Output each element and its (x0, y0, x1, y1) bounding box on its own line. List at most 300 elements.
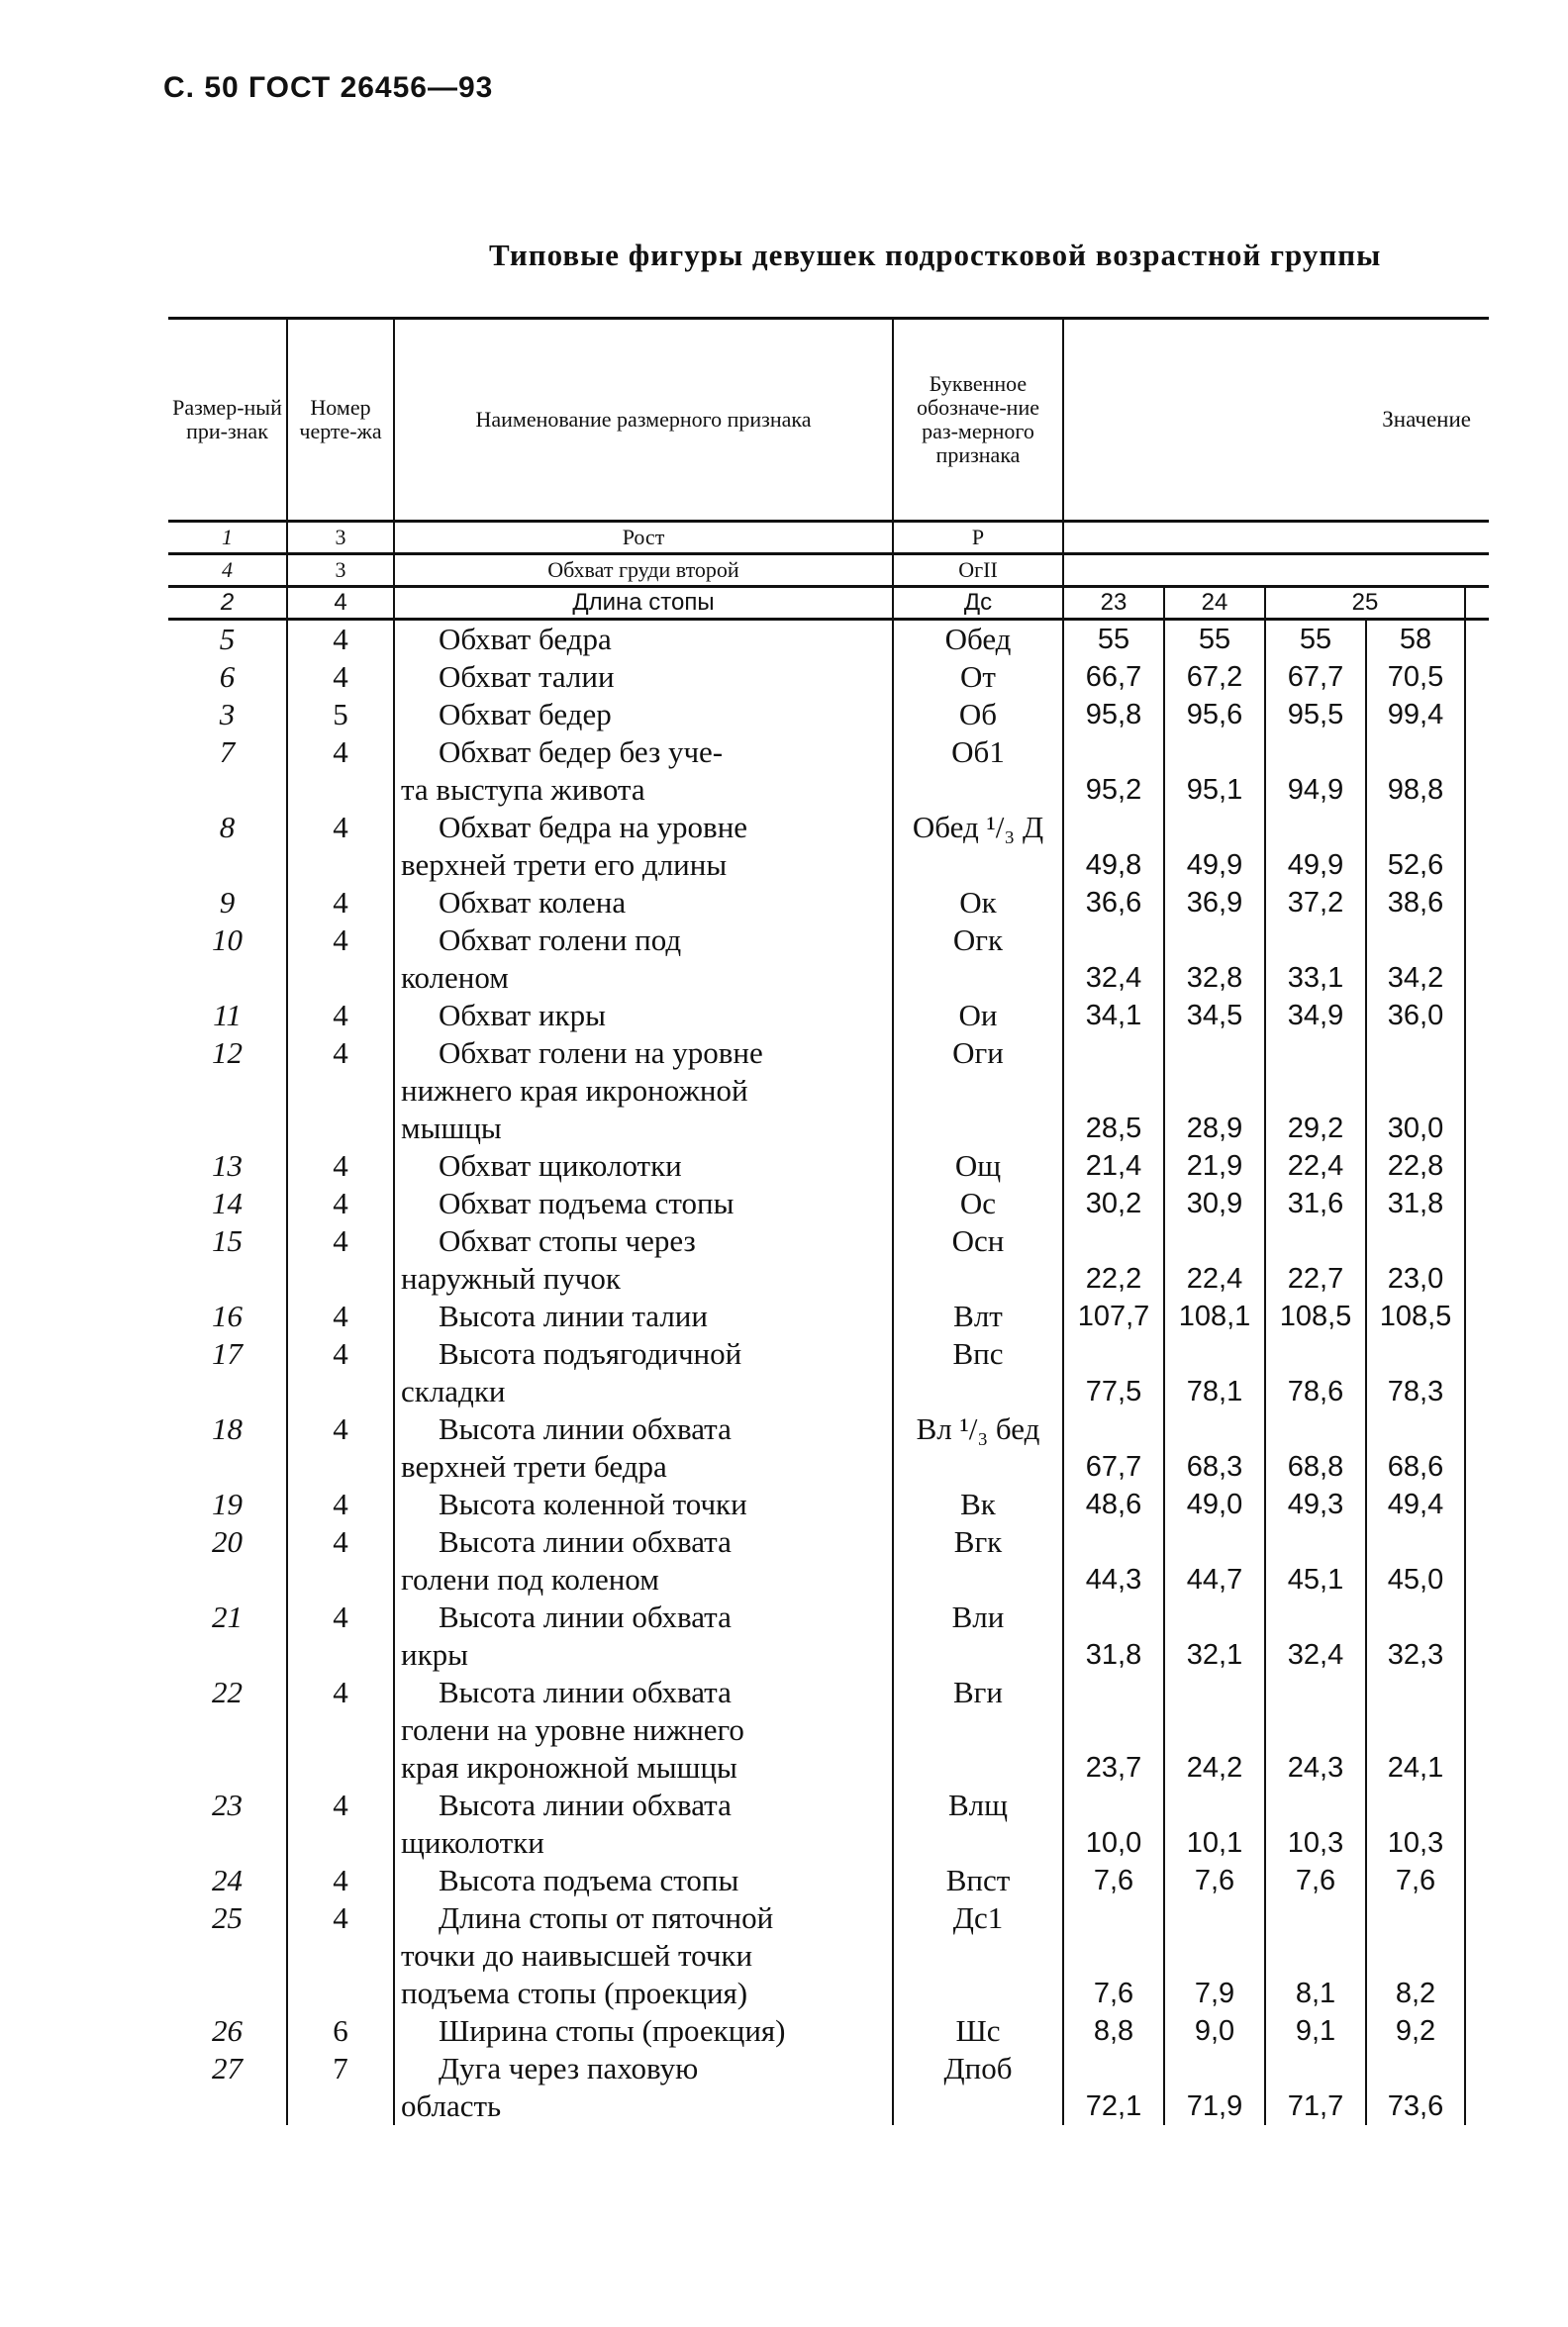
row-value: 72,1 (1063, 2087, 1164, 2125)
row-num (168, 1975, 287, 2012)
row-value (1063, 921, 1164, 959)
row-num (168, 1260, 287, 1298)
row-value (1265, 1222, 1366, 1260)
row-name-text: Обхват щиколотки (439, 1148, 682, 1183)
row-abbr (893, 1636, 1063, 1674)
row-value (1063, 1599, 1164, 1636)
pre-row (168, 522, 1489, 554)
row-value: 58 (1366, 620, 1465, 659)
row-value (1366, 1711, 1465, 1749)
row-value: 32,3 (1366, 1636, 1465, 1674)
row-value (1366, 1674, 1465, 1711)
row-abbr: Об1 (893, 733, 1063, 771)
row-abbr: Оги (893, 1034, 1063, 1072)
row-num: 8 (168, 809, 287, 846)
size-value: 24 (1164, 587, 1265, 620)
row-abbr (893, 1937, 1063, 1975)
row-name (394, 1599, 893, 1636)
row-num: 19 (168, 1486, 287, 1523)
row-value: 10,3 (1366, 1824, 1465, 1862)
row-tail (1465, 771, 1489, 809)
col-header-num: Размер-ный при-знак (168, 319, 287, 522)
table-row (168, 1486, 1489, 1523)
row-num: 23 (168, 1787, 287, 1824)
row-value: 70,5 (1366, 658, 1465, 696)
row-name (394, 620, 893, 659)
row-value: 10,0 (1063, 1824, 1164, 1862)
row-name (394, 1674, 893, 1711)
row-num: 7 (168, 733, 287, 771)
row-name-text: точки до наивысшей точки (401, 1938, 753, 1973)
row-value (1265, 1711, 1366, 1749)
row-name (394, 1899, 893, 1937)
row-tail (1465, 733, 1489, 771)
row-value: 34,5 (1164, 997, 1265, 1034)
table-row (168, 1373, 1489, 1410)
row-value (1366, 2050, 1465, 2087)
row-tail (1465, 1072, 1489, 1110)
row-fig (287, 771, 394, 809)
row-fig: 4 (287, 1599, 394, 1636)
row-value: 7,6 (1063, 1975, 1164, 2012)
row-fig (287, 1975, 394, 2012)
row-value: 31,8 (1063, 1636, 1164, 1674)
row-value: 44,7 (1164, 1561, 1265, 1599)
row-abbr: Вгк (893, 1523, 1063, 1561)
row-value: 37,2 (1265, 884, 1366, 921)
row-name (394, 1862, 893, 1899)
row-name (394, 1749, 893, 1787)
row-value (1063, 1711, 1164, 1749)
row-num (168, 1636, 287, 1674)
row-fig: 4 (287, 658, 394, 696)
row-num: 6 (168, 658, 287, 696)
row-num (168, 1711, 287, 1749)
row-value: 33,1 (1265, 959, 1366, 997)
row-abbr (893, 1975, 1063, 2012)
row-fig: 4 (287, 997, 394, 1034)
row-name (394, 1711, 893, 1749)
row-value: 23,0 (1366, 1260, 1465, 1298)
row-fig: 4 (287, 884, 394, 921)
row-value (1164, 1899, 1265, 1937)
row-name-text: верхней трети бедра (401, 1449, 667, 1484)
row-fig: 4 (287, 1147, 394, 1185)
row-name (394, 884, 893, 921)
row-name-text: наружный пучок (401, 1261, 621, 1296)
row-fig: 5 (287, 696, 394, 733)
row-tail (1465, 1486, 1489, 1523)
table-row (168, 1975, 1489, 2012)
row-fig: 4 (287, 1185, 394, 1222)
row-tail (1465, 921, 1489, 959)
row-abbr: Р (893, 522, 1063, 554)
row-name (394, 1937, 893, 1975)
row-name-text: Высота подъягодичной (439, 1336, 742, 1371)
row-value (1265, 1899, 1366, 1937)
row-abbr: Об (893, 696, 1063, 733)
row-name-text: Высота подъема стопы (439, 1863, 739, 1897)
row-fig: 4 (287, 1222, 394, 1260)
row-value (1366, 1222, 1465, 1260)
row-abbr (893, 1448, 1063, 1486)
row-value: 44,3 (1063, 1561, 1164, 1599)
row-value (1164, 2050, 1265, 2087)
row-value: 7,6 (1063, 1862, 1164, 1899)
row-value (1063, 2050, 1164, 2087)
row-tail (1465, 1862, 1489, 1899)
row-name-text: складки (401, 1374, 506, 1408)
row-fig: 4 (287, 1034, 394, 1072)
row-abbr: Вл ¹/₃ бед (893, 1410, 1063, 1448)
row-num (168, 1937, 287, 1975)
row-value: 23,7 (1063, 1749, 1164, 1787)
table-row (168, 959, 1489, 997)
row-tail (1465, 1749, 1489, 1787)
row-name: Обхват груди второй (394, 554, 893, 587)
row-abbr: ОгII (893, 554, 1063, 587)
row-value: 30,0 (1366, 1110, 1465, 1147)
row-value (1366, 1335, 1465, 1373)
row-value (1265, 1523, 1366, 1561)
row-value (1164, 1674, 1265, 1711)
row-name (394, 1072, 893, 1110)
row-tail (1465, 1975, 1489, 2012)
row-value: 34,1 (1063, 997, 1164, 1034)
row-num: 22 (168, 1674, 287, 1711)
col-header-name: Наименование размерного признака (394, 319, 893, 522)
row-name-text: Обхват бедер без уче- (439, 734, 724, 769)
row-fig: 4 (287, 809, 394, 846)
row-value (1164, 1222, 1265, 1260)
row-value: 9,0 (1164, 2012, 1265, 2050)
row-abbr: Впст (893, 1862, 1063, 1899)
row-fig: 4 (287, 587, 394, 620)
row-tail (1465, 846, 1489, 884)
row-value: 49,0 (1164, 1486, 1265, 1523)
table-row (168, 658, 1489, 696)
row-num: 18 (168, 1410, 287, 1448)
row-abbr: Обед (893, 620, 1063, 659)
row-value: 67,7 (1265, 658, 1366, 696)
col-header-value: Значение (1063, 319, 1489, 522)
row-name (394, 1260, 893, 1298)
table-row (168, 1335, 1489, 1373)
row-num: 25 (168, 1899, 287, 1937)
row-value (1366, 1787, 1465, 1824)
row-value (1063, 1222, 1164, 1260)
row-name (394, 1448, 893, 1486)
row-value: 36,9 (1164, 884, 1265, 921)
row-value (1063, 1335, 1164, 1373)
row-value: 66,7 (1063, 658, 1164, 696)
row-num: 20 (168, 1523, 287, 1561)
size-value: 23 (1063, 587, 1164, 620)
row-tail (1465, 2012, 1489, 2050)
row-value: 22,8 (1366, 1147, 1465, 1185)
row-value: 24,1 (1366, 1749, 1465, 1787)
row-value (1164, 1599, 1265, 1636)
row-name-text: подъема стопы (проекция) (401, 1976, 748, 2010)
row-fig: 4 (287, 1523, 394, 1561)
row-fig (287, 846, 394, 884)
table-row (168, 1787, 1489, 1824)
row-abbr (893, 1260, 1063, 1298)
table-row (168, 733, 1489, 771)
row-num: 13 (168, 1147, 287, 1185)
row-value: 32,1 (1164, 1636, 1265, 1674)
row-value: 107,7 (1063, 1298, 1164, 1335)
row-name (394, 1523, 893, 1561)
row-value (1265, 809, 1366, 846)
row-fig: 4 (287, 620, 394, 659)
row-value: 55 (1063, 620, 1164, 659)
row-abbr: Осн (893, 1222, 1063, 1260)
row-value: 10,1 (1164, 1824, 1265, 1862)
row-abbr: Ои (893, 997, 1063, 1034)
row-value: 36,0 (1366, 997, 1465, 1034)
row-tail (1465, 1787, 1489, 1824)
row-num: 5 (168, 620, 287, 659)
table-row (168, 1410, 1489, 1448)
pre-row (168, 554, 1489, 587)
row-tail (1465, 1373, 1489, 1410)
row-name (394, 658, 893, 696)
table-row (168, 2012, 1489, 2050)
col-header-abbr: Буквенное обозначе-ние раз-мерного признака (893, 319, 1063, 522)
row-value (1366, 1599, 1465, 1636)
row-name-text: Обхват подъема стопы (439, 1186, 735, 1220)
table-row (168, 1711, 1489, 1749)
row-name-text: голени под коленом (401, 1562, 659, 1597)
row-value: 9,2 (1366, 2012, 1465, 2050)
row-name-text: верхней трети его длины (401, 847, 728, 882)
row-num: 16 (168, 1298, 287, 1335)
row-abbr (893, 959, 1063, 997)
row-value (1265, 733, 1366, 771)
row-name-text: голени на уровне нижнего (401, 1712, 744, 1747)
row-value (1366, 1034, 1465, 1072)
row-name (394, 1486, 893, 1523)
row-tail (1465, 1561, 1489, 1599)
row-value: 30,2 (1063, 1185, 1164, 1222)
row-value: 22,7 (1265, 1260, 1366, 1298)
row-value (1164, 1034, 1265, 1072)
row-name (394, 1824, 893, 1862)
row-tail (1465, 1599, 1489, 1636)
row-tail (1465, 997, 1489, 1034)
row-tail (1465, 620, 1489, 659)
row-name (394, 1410, 893, 1448)
row-value: 34,9 (1265, 997, 1366, 1034)
row-num: 1 (168, 522, 287, 554)
row-value: 55 (1265, 620, 1366, 659)
table-row (168, 884, 1489, 921)
row-abbr: Влщ (893, 1787, 1063, 1824)
row-fig: 4 (287, 1899, 394, 1937)
row-value: 32,8 (1164, 959, 1265, 997)
row-value (1164, 1410, 1265, 1448)
row-name (394, 2050, 893, 2087)
row-value: 49,3 (1265, 1486, 1366, 1523)
row-num: 9 (168, 884, 287, 921)
row-name-text: Обхват колена (439, 885, 627, 920)
row-num: 15 (168, 1222, 287, 1260)
row-fig (287, 1824, 394, 1862)
row-num (168, 959, 287, 997)
row-value: 9,1 (1265, 2012, 1366, 2050)
row-value (1164, 1787, 1265, 1824)
row-value (1265, 1599, 1366, 1636)
measurements-table (168, 317, 1489, 2125)
row-tail (1465, 809, 1489, 846)
row-fig (287, 1072, 394, 1110)
row-value: 78,6 (1265, 1373, 1366, 1410)
row-value: 73,6 (1366, 2087, 1465, 2125)
row-num: 14 (168, 1185, 287, 1222)
row-tail (1465, 1824, 1489, 1862)
row-value (1063, 1787, 1164, 1824)
row-value (1164, 733, 1265, 771)
row-value: 31,6 (1265, 1185, 1366, 1222)
row-value (1063, 1072, 1164, 1110)
row-name-text: Обхват бедра (439, 622, 612, 656)
row-name-text: Высота линии обхвата (439, 1675, 732, 1709)
table-row (168, 1222, 1489, 1260)
row-value: 98,8 (1366, 771, 1465, 809)
row-value: 52,6 (1366, 846, 1465, 884)
row-num (168, 1448, 287, 1486)
row-value-span (1063, 522, 1489, 554)
row-name-text: Высота линии талии (439, 1299, 708, 1333)
row-name (394, 1636, 893, 1674)
row-name-text: икры (401, 1637, 468, 1672)
row-name (394, 771, 893, 809)
row-name (394, 846, 893, 884)
row-num (168, 1749, 287, 1787)
row-tail (1465, 1523, 1489, 1561)
row-fig: 6 (287, 2012, 394, 2050)
row-name (394, 997, 893, 1034)
row-name-text: Высота линии обхвата (439, 1411, 732, 1446)
row-name-text: Дуга через паховую (439, 2051, 699, 2085)
row-fig (287, 1561, 394, 1599)
sizes-row (168, 587, 1489, 620)
row-abbr: Вк (893, 1486, 1063, 1523)
row-name (394, 1787, 893, 1824)
row-abbr (893, 1749, 1063, 1787)
row-num (168, 1373, 287, 1410)
size-value (1465, 587, 1489, 620)
row-num: 27 (168, 2050, 287, 2087)
row-name-text: Высота линии обхвата (439, 1524, 732, 1559)
row-value (1265, 1787, 1366, 1824)
row-value: 22,2 (1063, 1260, 1164, 1298)
row-abbr (893, 1110, 1063, 1147)
row-value: 8,8 (1063, 2012, 1164, 2050)
row-name-text: Обхват бедра на уровне (439, 810, 748, 844)
row-name-text: Длина стопы от пяточной (439, 1900, 774, 1935)
row-abbr: Ок (893, 884, 1063, 921)
row-abbr (893, 846, 1063, 884)
row-fig: 4 (287, 1787, 394, 1824)
row-value (1366, 921, 1465, 959)
row-abbr: Ощ (893, 1147, 1063, 1185)
row-value: 48,6 (1063, 1486, 1164, 1523)
table-row (168, 620, 1489, 659)
row-name: Рост (394, 522, 893, 554)
row-value (1366, 809, 1465, 846)
row-name (394, 2087, 893, 2125)
row-value (1063, 1674, 1164, 1711)
row-value: 7,6 (1164, 1862, 1265, 1899)
row-tail (1465, 2087, 1489, 2125)
row-value: 22,4 (1164, 1260, 1265, 1298)
row-num: 26 (168, 2012, 287, 2050)
row-value (1063, 733, 1164, 771)
row-tail (1465, 1899, 1489, 1937)
row-value: 68,3 (1164, 1448, 1265, 1486)
row-value (1265, 2050, 1366, 2087)
row-num (168, 771, 287, 809)
row-tail (1465, 1448, 1489, 1486)
row-value: 30,9 (1164, 1185, 1265, 1222)
row-abbr: Огк (893, 921, 1063, 959)
table-title: Типовые фигуры девушек подростковой возрастной группы (489, 238, 1382, 272)
row-abbr (893, 2087, 1063, 2125)
row-num: 4 (168, 554, 287, 587)
row-name-text: Обхват талии (439, 659, 615, 694)
row-abbr: Влт (893, 1298, 1063, 1335)
row-fig: 4 (287, 921, 394, 959)
row-value: 34,2 (1366, 959, 1465, 997)
row-name-text: Высота коленной точки (439, 1487, 747, 1521)
row-tail (1465, 1147, 1489, 1185)
row-num (168, 1824, 287, 1862)
row-tail (1465, 1110, 1489, 1147)
row-fig (287, 1373, 394, 1410)
table-row (168, 1561, 1489, 1599)
row-value (1164, 1937, 1265, 1975)
col-header-fig: Номер черте-жа (287, 319, 394, 522)
row-fig: 4 (287, 1298, 394, 1335)
row-value (1265, 1674, 1366, 1711)
row-value (1265, 1937, 1366, 1975)
row-value (1366, 1523, 1465, 1561)
row-value: 71,9 (1164, 2087, 1265, 2125)
row-value: 32,4 (1063, 959, 1164, 997)
row-num: 2 (168, 587, 287, 620)
row-abbr (893, 771, 1063, 809)
row-value: 95,2 (1063, 771, 1164, 809)
row-fig (287, 1937, 394, 1975)
row-value: 7,6 (1366, 1862, 1465, 1899)
row-name (394, 1975, 893, 2012)
row-value: 67,2 (1164, 658, 1265, 696)
row-tail (1465, 1298, 1489, 1335)
row-fig (287, 959, 394, 997)
row-fig: 7 (287, 2050, 394, 2087)
row-name (394, 733, 893, 771)
row-value: 7,6 (1265, 1862, 1366, 1899)
row-name-text: Обхват голени на уровне (439, 1035, 763, 1070)
table-row (168, 1862, 1489, 1899)
row-abbr (893, 1711, 1063, 1749)
row-value (1366, 733, 1465, 771)
row-abbr: Шс (893, 2012, 1063, 2050)
row-fig: 3 (287, 554, 394, 587)
row-abbr: Дс1 (893, 1899, 1063, 1937)
